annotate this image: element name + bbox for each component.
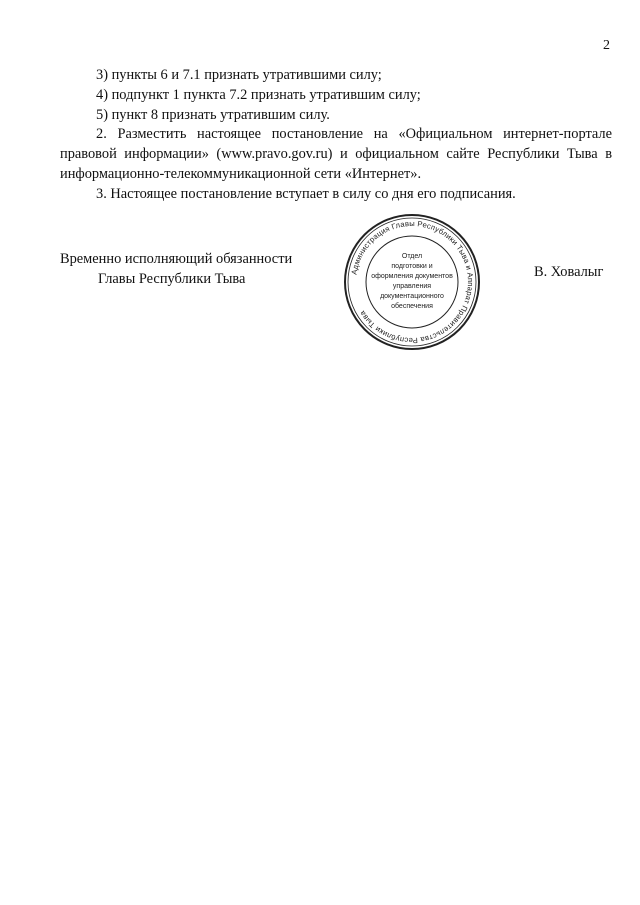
seal-center-line: управления	[392, 283, 432, 290]
paragraph-item-4: 4) подпункт 1 пункта 7.2 признать утратившим силу;	[96, 86, 421, 103]
signatory-name: В. Ховалыг	[534, 264, 604, 280]
seal-center-line: документационного	[380, 293, 444, 300]
seal-center-line: оформления документов	[371, 273, 453, 280]
seal-ring-text: Администрация Главы Республики Тыва и Аппарат Правительства Республики Тыва	[349, 218, 476, 346]
paragraph-item-5: 5) пункт 8 признать утратившим силу.	[96, 106, 330, 123]
paragraph-effective-date: 3. Настоящее постановление вступает в силу со дня его подписания.	[96, 185, 516, 202]
signatory-position-line2: Главы Республики Тыва	[98, 270, 246, 287]
page-number: 2	[603, 38, 610, 53]
seal-center-line: Отдел	[401, 253, 423, 260]
paragraph-publication: 2. Разместить настоящее постановление на «Официальном интернет-портале правовой информации» (www.pravo.gov.ru) и официальном сайте Республики Тыва в информационно-телекоммуникационной сети «Интернет».	[60, 126, 612, 182]
document-body	[60, 66, 612, 205]
seal-center-line: подготовки и	[391, 263, 433, 270]
paragraph-item-3: 3) пункты 6 и 7.1 признать утратившими силу;	[96, 67, 382, 83]
signatory-position-line1: Временно исполняющий обязанности	[60, 251, 293, 267]
official-seal-stamp	[342, 212, 482, 352]
signatory-position	[60, 250, 292, 290]
seal-graphic	[342, 212, 482, 352]
seal-center-line: обеспечения	[391, 303, 433, 310]
seal-center-text	[371, 253, 453, 310]
